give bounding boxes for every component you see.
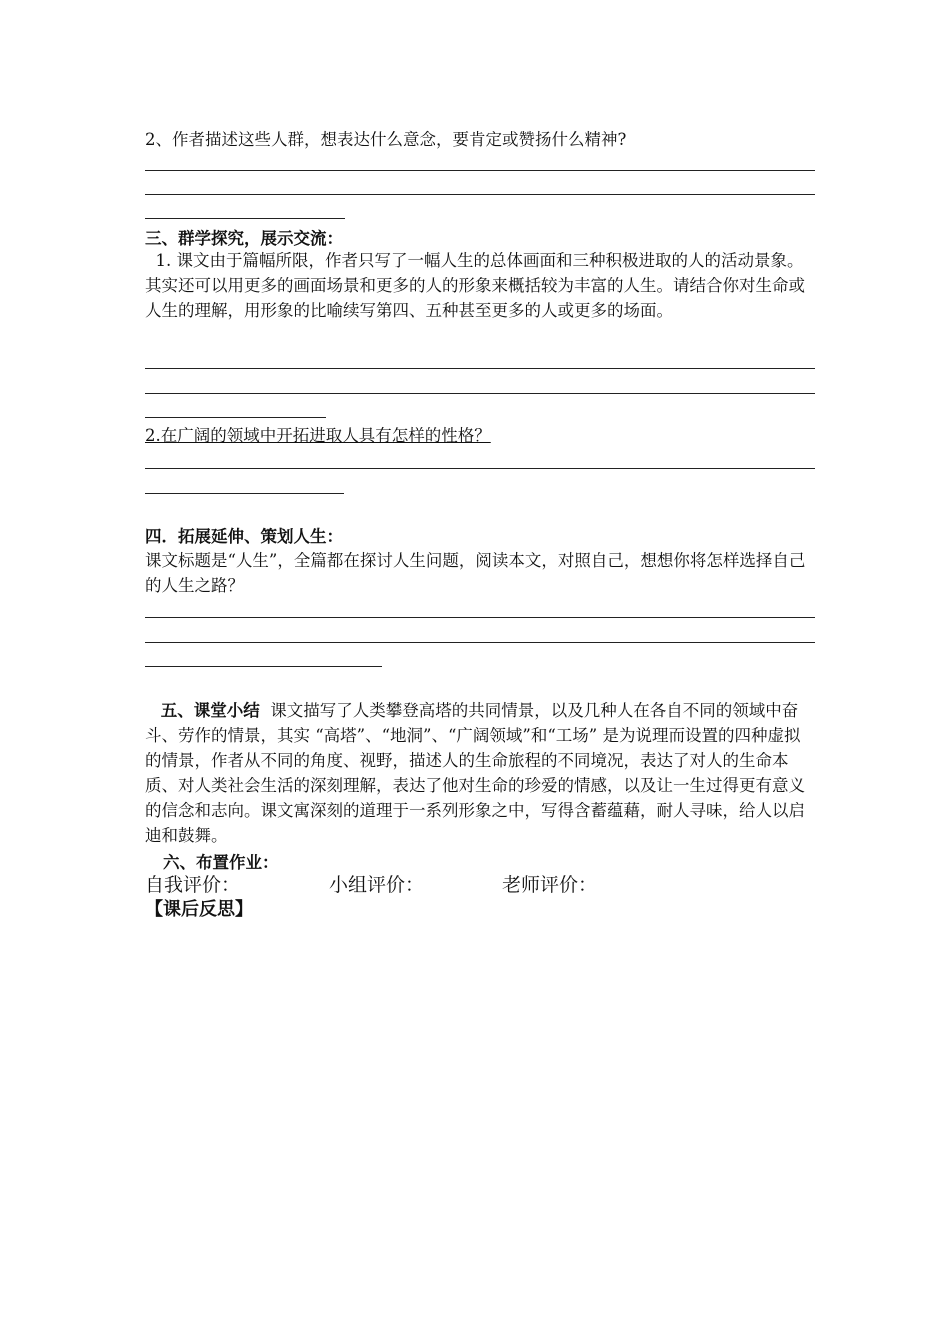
section-3-title: 三、群学探究，展示交流： — [145, 229, 343, 248]
section-5 — [145, 698, 815, 848]
answer-line — [145, 368, 815, 369]
self-evaluation-label: 自我评价： — [145, 874, 241, 896]
question-2: 2、作者描述这些人群，想表达什么意念，要肯定或赞扬什么精神? — [145, 130, 627, 149]
group-evaluation-label: 小组评价： — [329, 874, 425, 896]
answer-line — [145, 493, 344, 494]
section-3-question-1: 1. 课文由于篇幅所限，作者只写了一幅人生的总体画面和三种积极进取的人的活动景象。其实还可以用更多的画面场景和更多的人的形象来概括较为丰富的人生。请结合你对生命或人生的理解，用形象的比喻续写第四、五种甚至更多的人或更多的场面。 — [145, 251, 805, 320]
teacher-evaluation-label: 老师评价： — [502, 874, 598, 896]
section-5-title: 五、课堂小结 — [160, 701, 260, 720]
answer-line — [145, 666, 382, 667]
section-4-title: 四．拓展延伸、策划人生： — [145, 527, 343, 546]
section-3-question-2: 2.在广阔的领域中开拓进取人具有怎样的性格？ — [145, 426, 491, 445]
answer-line — [145, 642, 815, 643]
section-5-text: 课文描写了人类攀登高塔的共同情景，以及几种人在各自不同的领域中奋斗、劳作的情景，其实 “高塔”、“地洞”、“广阔领域”和“工场” 是为说理而设置的四种虚拟的情景，作者从不同的角度、视野，描述人的生命旅程的不同境况，表达了对人的生命本质、对人类社会生活的深刻理解，表达了他对生命的珍爱的情感，以及让一生过得更有意义的信念和志向。课文寓深刻的道理于一系列形象之中，写得含蓄蕴藉，耐人寻味，给人以启迪和鼓舞。 — [145, 701, 805, 845]
answer-line — [145, 617, 815, 618]
section-6-title: 六、布置作业： — [163, 853, 279, 872]
section-4-text: 课文标题是“人生”，全篇都在探讨人生问题，阅读本文，对照自己，想想你将怎样选择自己的人生之路？ — [145, 551, 806, 595]
answer-line — [145, 417, 326, 418]
answer-line — [145, 194, 815, 195]
answer-line — [145, 393, 815, 394]
answer-line — [145, 170, 815, 171]
answer-line — [145, 468, 815, 469]
reflection-heading: 【课后反思】 — [145, 899, 253, 920]
answer-line — [145, 218, 345, 219]
